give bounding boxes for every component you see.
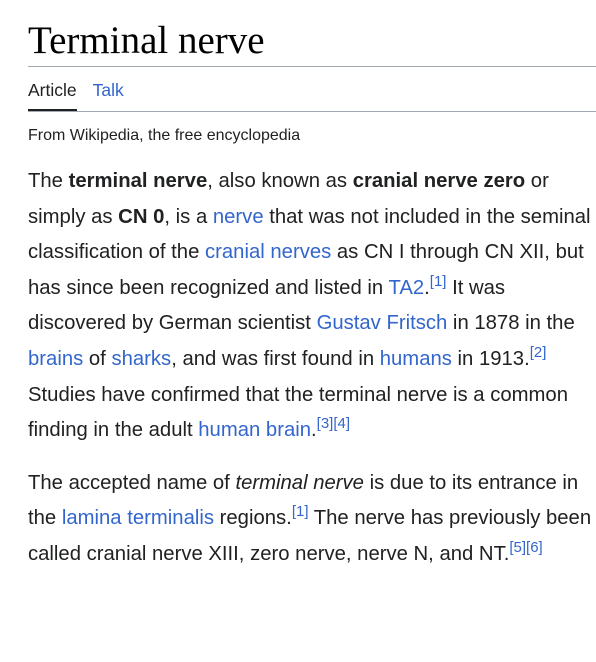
tab-article[interactable]: Article xyxy=(28,67,77,111)
link-nerve[interactable]: nerve xyxy=(212,205,264,228)
text: or simply as xyxy=(28,170,549,228)
text: The xyxy=(28,170,69,192)
text: . xyxy=(424,276,430,299)
text: regions. xyxy=(214,507,292,530)
text: The nerve has previously been called cranial nerve XIII, zero nerve, nerve N, and NT. xyxy=(28,507,592,565)
text: in 1913. xyxy=(451,347,530,370)
text: , also known as xyxy=(207,170,353,192)
text: Studies have confirmed that the terminal nerve is a common finding in the adult xyxy=(28,383,568,442)
citation-1[interactable]: [1] xyxy=(429,273,447,291)
bold-term: CN 0 xyxy=(118,205,165,228)
link-gustav-fritsch[interactable]: Gustav Fritsch xyxy=(316,312,448,335)
citation-5[interactable]: [5] xyxy=(509,539,527,557)
link-sharks[interactable]: sharks xyxy=(111,347,172,370)
bold-term: terminal nerve xyxy=(68,170,208,192)
text: , is a xyxy=(164,205,213,228)
link-brains[interactable]: brains xyxy=(28,347,84,370)
citation-2[interactable]: [2] xyxy=(529,344,547,362)
citation-1[interactable]: [1] xyxy=(291,503,309,521)
intro-paragraph xyxy=(28,164,596,449)
tab-talk[interactable]: Talk xyxy=(92,80,124,100)
article-page xyxy=(28,0,596,573)
link-lamina-terminalis[interactable]: lamina terminalis xyxy=(61,507,215,530)
bold-term: cranial nerve zero xyxy=(352,170,526,192)
text: The accepted name of xyxy=(28,471,236,494)
page-tabs xyxy=(28,67,596,111)
text: in 1878 in the xyxy=(447,312,575,335)
link-human-brain[interactable]: human brain xyxy=(198,419,312,442)
text: , and was first found in xyxy=(171,347,380,370)
link-cranial-nerves[interactable]: cranial nerves xyxy=(205,241,332,264)
page-title: Terminal nerve xyxy=(28,19,265,62)
italic-term: terminal nerve xyxy=(235,471,364,494)
text: is due to its entrance in the xyxy=(28,471,579,530)
citation-6[interactable]: [6] xyxy=(526,539,543,557)
citation-4[interactable]: [4] xyxy=(333,415,351,433)
text: that was not included in the seminal classification of the xyxy=(28,205,591,264)
text: of xyxy=(83,347,112,370)
link-humans[interactable]: humans xyxy=(379,347,452,370)
text: as CN I through CN XII, but has since been recognized and listed in xyxy=(28,241,584,299)
site-tagline: From Wikipedia, the free encyclopedia xyxy=(28,127,301,144)
link-ta2[interactable]: TA2 xyxy=(388,276,425,299)
text: . xyxy=(311,419,317,442)
citation-3[interactable]: [3] xyxy=(316,415,334,433)
text: It was discovered by German scientist xyxy=(28,276,506,335)
naming-paragraph xyxy=(28,466,596,573)
